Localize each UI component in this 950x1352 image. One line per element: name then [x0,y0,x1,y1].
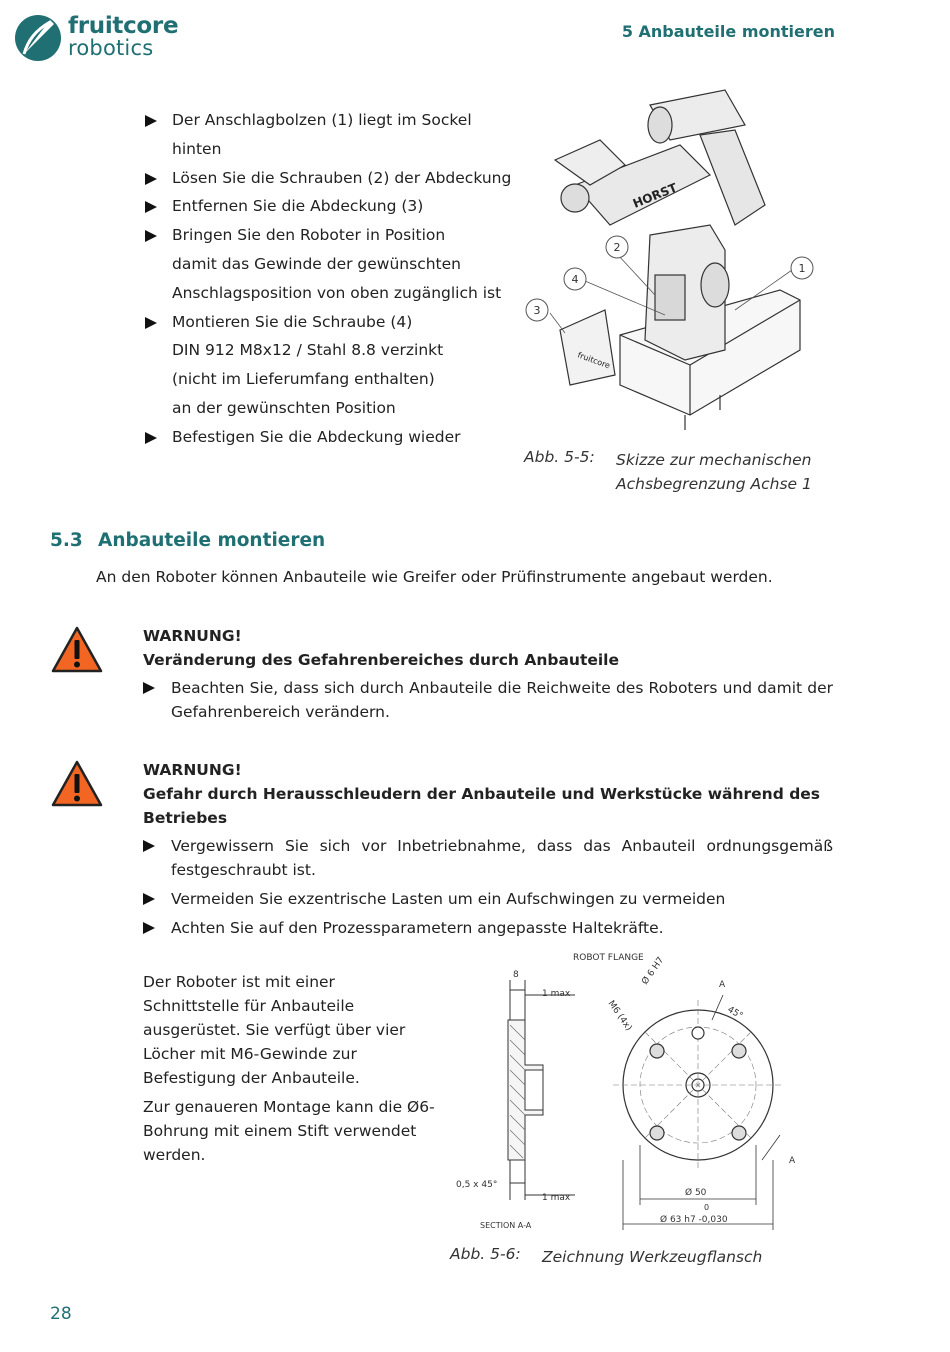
chapter-title: 5 Anbauteile montieren [621,22,835,41]
angle-label: 45° [725,1004,745,1022]
cover-brand-label: fruitcore [576,350,612,371]
list-item [145,164,525,193]
fruitcore-logo [14,13,179,64]
bullet-arrow-icon [143,922,155,934]
d63-label: Ø 63 h7 -0,030 [660,1215,728,1225]
section-intro: An den Roboter können Anbauteile wie Greifer oder Prüfinstrumente angebaut werden. [96,568,773,586]
section-heading [50,530,325,551]
tolerance-zero-label: 0 [704,1203,710,1212]
dim-8-label: 8 [513,970,519,980]
bullet-arrow-icon [145,173,157,185]
chamfer-label: 0,5 x 45° [456,1180,498,1190]
caption-line: Achsbegrenzung Achse 1 [616,475,812,493]
figure-5-6-caption: Zeichnung Werkzeugflansch [542,1248,763,1266]
bullet-arrow-icon [145,230,157,242]
bullet-arrow-icon [145,115,157,127]
bullet-arrow-icon [143,840,155,852]
warning-item-text: Vergewissern Sie sich vor Inbetriebnahme, dass das Anbauteil ordnungsgemäß festgeschraubt ist. [171,837,833,879]
caption-line: Skizze zur mechanischen [616,451,812,469]
list-item-text: Bringen Sie den Roboter in Position [172,226,446,245]
a-top-label: A [719,980,726,990]
logo-text-fruitcore: fruitcore [68,13,179,39]
list-item-text: Der Anschlagbolzen (1) liegt im Sockel hinten [172,111,472,158]
list-item-continuation: Anschlagsposition von oben zugänglich ist [172,283,502,302]
warning-item-text: Vermeiden Sie exzentrische Lasten um ein Aufschwingen zu vermeiden [171,890,726,908]
list-item [145,423,525,452]
list-item [145,192,525,221]
list-item [145,106,525,164]
logo-text-robotics: robotics [68,36,154,60]
robot-axis-limit-sketch [520,85,820,440]
callout-2: 2 [613,241,621,254]
warning-item [143,887,833,911]
warning-block-2 [143,758,833,945]
figure-5-5-caption [616,448,812,496]
flange-paragraph: Der Roboter ist mit einer Schnittstelle für Anbauteile ausgerüstet. Sie verfügt über vier Löcher mit M6-Gewinde zur Befestigung der Anbauteile. [143,973,406,1087]
section-label: SECTION A-A [480,1221,532,1230]
warning-subtitle: Gefahr durch Herausschleudern der Anbauteile und Werkstücke während des Betriebes [143,785,821,827]
figure-5-6-label: Abb. 5-6: [450,1245,521,1263]
flange-description [143,970,435,1172]
robot-brand-label: HORST [630,180,680,211]
warning-block-1 [143,624,833,729]
section-number: 5.3 [50,530,83,551]
section-title: Anbauteile montieren [98,530,326,551]
page-number: 28 [50,1304,72,1324]
bullet-arrow-icon [143,893,155,905]
list-item [145,308,525,337]
robot-flange-drawing [450,945,810,1237]
warning-item-text: Achten Sie auf den Prozessparametern angepasste Haltekräfte. [171,919,664,937]
fruitcore-logo-icon [14,14,64,64]
warning-item-text: Beachten Sie, dass sich durch Anbauteile die Reichweite des Roboters und damit der Gefahrenbereich verändern. [171,679,833,721]
warning-subtitle: Veränderung des Gefahrenbereiches durch Anbauteile [143,651,620,669]
list-item-text: Befestigen Sie die Abdeckung wieder [172,427,461,446]
list-item [145,221,525,250]
warning-title: WARNUNG! [143,627,242,645]
bullet-arrow-icon [145,317,157,329]
warning-triangle-icon [50,759,104,809]
max1-top-label: 1 max [542,989,571,999]
callout-4: 4 [571,273,579,286]
drawing-title: ROBOT FLANGE [573,953,644,963]
list-item-continuation: (nicht im Lieferumfang enthalten) [172,370,435,389]
bullet-arrow-icon [143,682,155,694]
list-item-continuation: an der gewünschten Position [172,398,396,417]
flange-paragraph: Zur genaueren Montage kann die Ø6-Bohrung mit einem Stift verwendet werden. [143,1098,435,1164]
bullet-arrow-icon [145,432,157,444]
m6-label: M6 (4x) [605,998,634,1033]
warning-title: WARNUNG! [143,761,242,779]
warning-item [143,916,833,940]
list-item-continuation: DIN 912 M8x12 / Stahl 8.8 verzinkt [172,341,444,360]
list-item-text: Entfernen Sie die Abdeckung (3) [172,197,424,216]
hole6-label: Ø 6 H7 [640,955,667,987]
callout-3: 3 [533,304,541,317]
figure-5-5-label: Abb. 5-5: [524,448,595,466]
callout-1: 1 [798,262,806,275]
list-item-continuation: damit das Gewinde der gewünschten [172,254,461,273]
warning-triangle-icon [50,625,104,675]
list-item-text: Lösen Sie die Schrauben (2) der Abdeckung [172,168,512,187]
bullet-arrow-icon [145,201,157,213]
warning-item [143,676,833,724]
max1-bottom-label: 1 max [542,1193,571,1203]
warning-item [143,834,833,882]
list-item-text: Montieren Sie die Schraube (4) [172,312,413,331]
d50-label: Ø 50 [685,1188,707,1198]
a-right-label: A [789,1156,796,1166]
axis-limit-instructions [145,106,525,452]
